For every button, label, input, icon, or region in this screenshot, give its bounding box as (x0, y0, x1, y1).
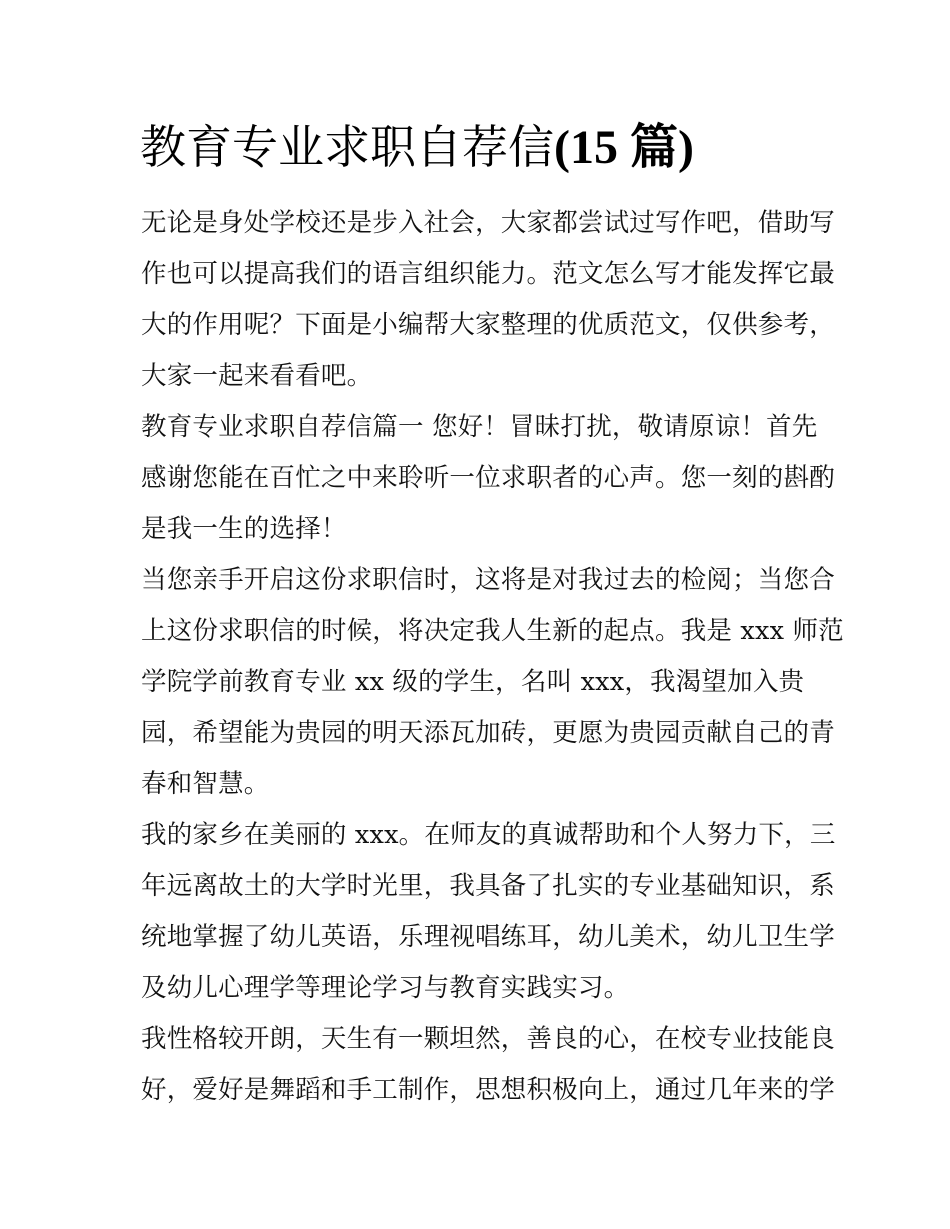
document-title (140, 116, 840, 179)
paragraph-introduction-self (141, 555, 844, 810)
text-line: 上这份求职信的时候，将决定我人生新的起点。我是 xxx 师范 (141, 616, 844, 646)
title-text: 教育专业求职自荐信 (140, 120, 554, 174)
document-body (141, 198, 844, 1116)
text-line: 作也可以提高我们的语言组织能力。范文怎么写才能发挥它最 (141, 259, 835, 289)
text-line: 好，爱好是舞蹈和手工制作，思想积极向上，通过几年来的学 (141, 1075, 835, 1105)
text-line: 是我一生的选择！ (141, 514, 347, 544)
paragraph-personality (141, 1014, 835, 1116)
text-line: 当您亲手开启这份求职信时，这将是对我过去的检阅；当您合 (141, 565, 835, 595)
title-count: (15 篇) (554, 121, 694, 174)
paragraph-intro (141, 198, 835, 402)
text-line: 统地掌握了幼儿英语，乐理视唱练耳，幼儿美术，幼儿卫生学 (141, 922, 835, 952)
text-line: 园，希望能为贵园的明天添瓦加砖，更愿为贵园贡献自己的青 (141, 718, 835, 748)
text-line: 及幼儿心理学等理论学习与教育实践实习。 (141, 973, 630, 1003)
text-line: 春和智慧。 (141, 769, 270, 799)
paragraph-education (141, 810, 836, 1014)
text-line: 大家一起来看看吧。 (141, 361, 373, 391)
text-line: 我性格较开朗，天生有一颗坦然，善良的心，在校专业技能良 (141, 1024, 835, 1054)
text-line: 无论是身处学校还是步入社会，大家都尝试过写作吧，借助写 (141, 208, 835, 238)
text-line: 感谢您能在百忙之中来聆听一位求职者的心声。您一刻的斟酌 (141, 463, 835, 493)
text-line: 年远离故土的大学时光里，我具备了扎实的专业基础知识，系 (141, 871, 835, 901)
text-line: 学院学前教育专业 xx 级的学生，名叫 xxx，我渴望加入贵 (141, 667, 805, 697)
paragraph-letter-opening (141, 402, 835, 555)
text-line: 我的家乡在美丽的 xxx。在师友的真诚帮助和个人努力下，三 (141, 820, 836, 850)
text-line: 教育专业求职自荐信篇一 您好！冒昧打扰，敬请原谅！首先 (141, 412, 818, 442)
text-line: 大的作用呢？下面是小编帮大家整理的优质范文，仅供参考， (141, 310, 835, 340)
